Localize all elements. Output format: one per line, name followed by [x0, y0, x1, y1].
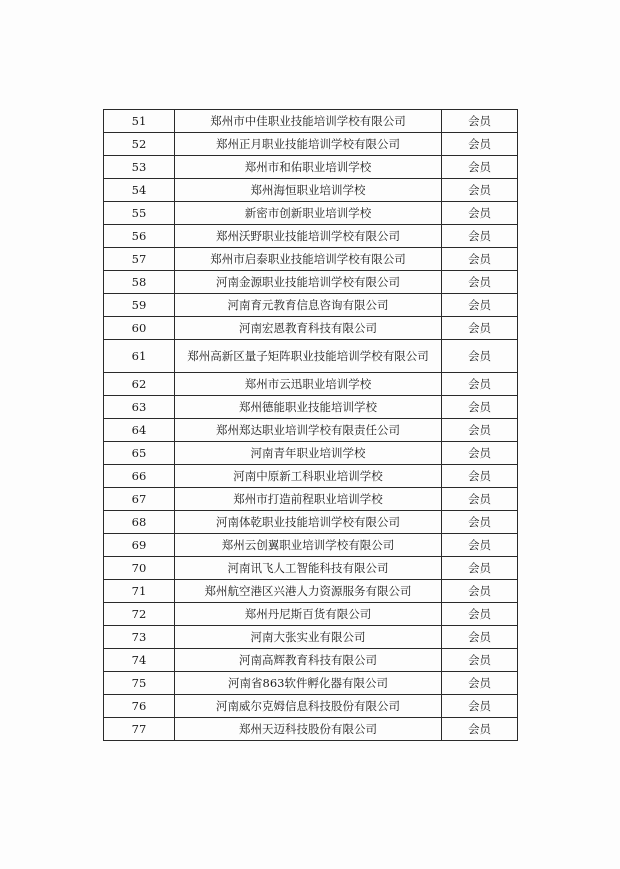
member-name: 河南金源职业技能培训学校有限公司	[175, 271, 442, 294]
member-type: 会员	[442, 179, 518, 202]
member-type: 会员	[442, 603, 518, 626]
table-row	[104, 419, 518, 442]
member-type: 会员	[442, 442, 518, 465]
member-name: 河南中原新工科职业培训学校	[175, 465, 442, 488]
member-name: 河南威尔克姆信息科技股份有限公司	[175, 695, 442, 718]
member-name: 郑州市启泰职业技能培训学校有限公司	[175, 248, 442, 271]
member-type: 会员	[442, 718, 518, 741]
row-number: 53	[104, 156, 175, 179]
member-type: 会员	[442, 488, 518, 511]
member-name: 郑州德能职业技能培训学校	[175, 396, 442, 419]
member-name: 河南体乾职业技能培训学校有限公司	[175, 511, 442, 534]
row-number: 60	[104, 317, 175, 340]
member-name: 郑州沃野职业技能培训学校有限公司	[175, 225, 442, 248]
member-type: 会员	[442, 340, 518, 373]
table-row	[104, 488, 518, 511]
member-name: 郑州天迈科技股份有限公司	[175, 718, 442, 741]
table-row	[104, 317, 518, 340]
member-name: 郑州市云迅职业培训学校	[175, 373, 442, 396]
row-number: 72	[104, 603, 175, 626]
member-name: 郑州市打造前程职业培训学校	[175, 488, 442, 511]
row-number: 70	[104, 557, 175, 580]
member-type: 会员	[442, 133, 518, 156]
member-name: 郑州正月职业技能培训学校有限公司	[175, 133, 442, 156]
member-type: 会员	[442, 373, 518, 396]
table-row	[104, 511, 518, 534]
member-type: 会员	[442, 225, 518, 248]
member-type: 会员	[442, 248, 518, 271]
table-row	[104, 156, 518, 179]
member-type: 会员	[442, 511, 518, 534]
member-type: 会员	[442, 672, 518, 695]
row-number: 63	[104, 396, 175, 419]
row-number: 76	[104, 695, 175, 718]
table-row	[104, 340, 518, 373]
member-name: 郑州丹尼斯百货有限公司	[175, 603, 442, 626]
member-type: 会员	[442, 396, 518, 419]
member-name: 河南讯飞人工智能科技有限公司	[175, 557, 442, 580]
row-number: 73	[104, 626, 175, 649]
table-row	[104, 626, 518, 649]
row-number: 61	[104, 340, 175, 373]
row-number: 65	[104, 442, 175, 465]
row-number: 62	[104, 373, 175, 396]
row-number: 74	[104, 649, 175, 672]
member-type: 会员	[442, 202, 518, 225]
table-row	[104, 396, 518, 419]
table-row	[104, 248, 518, 271]
member-type: 会员	[442, 557, 518, 580]
table-row	[104, 133, 518, 156]
member-name: 河南大张实业有限公司	[175, 626, 442, 649]
member-type: 会员	[442, 534, 518, 557]
member-name: 郑州市中佳职业技能培训学校有限公司	[175, 110, 442, 133]
row-number: 66	[104, 465, 175, 488]
member-name: 郑州海恒职业培训学校	[175, 179, 442, 202]
row-number: 58	[104, 271, 175, 294]
table-row	[104, 442, 518, 465]
row-number: 69	[104, 534, 175, 557]
row-number: 77	[104, 718, 175, 741]
member-type: 会员	[442, 419, 518, 442]
member-name: 河南育元教育信息咨询有限公司	[175, 294, 442, 317]
row-number: 51	[104, 110, 175, 133]
table-row	[104, 465, 518, 488]
member-name: 郑州郑达职业培训学校有限责任公司	[175, 419, 442, 442]
member-type: 会员	[442, 294, 518, 317]
row-number: 68	[104, 511, 175, 534]
table-row	[104, 534, 518, 557]
member-type: 会员	[442, 317, 518, 340]
row-number: 54	[104, 179, 175, 202]
row-number: 71	[104, 580, 175, 603]
member-name: 郑州市和佑职业培训学校	[175, 156, 442, 179]
member-type: 会员	[442, 110, 518, 133]
member-name: 河南宏恩教育科技有限公司	[175, 317, 442, 340]
row-number: 67	[104, 488, 175, 511]
table-row	[104, 271, 518, 294]
member-type: 会员	[442, 695, 518, 718]
member-type: 会员	[442, 465, 518, 488]
member-type: 会员	[442, 156, 518, 179]
member-type: 会员	[442, 271, 518, 294]
row-number: 55	[104, 202, 175, 225]
table-row	[104, 580, 518, 603]
row-number: 56	[104, 225, 175, 248]
member-type: 会员	[442, 626, 518, 649]
member-table-body	[104, 110, 518, 741]
table-row	[104, 110, 518, 133]
row-number: 52	[104, 133, 175, 156]
member-type: 会员	[442, 649, 518, 672]
member-name: 河南青年职业培训学校	[175, 442, 442, 465]
row-number: 75	[104, 672, 175, 695]
row-number: 59	[104, 294, 175, 317]
member-table	[103, 109, 518, 741]
row-number: 57	[104, 248, 175, 271]
member-name: 郑州高新区量子矩阵职业技能培训学校有限公司	[175, 340, 442, 373]
member-name: 新密市创新职业培训学校	[175, 202, 442, 225]
table-row	[104, 649, 518, 672]
member-name: 河南省863软件孵化器有限公司	[175, 672, 442, 695]
row-number: 64	[104, 419, 175, 442]
table-row	[104, 603, 518, 626]
table-row	[104, 718, 518, 741]
table-row	[104, 225, 518, 248]
table-row	[104, 373, 518, 396]
table-row	[104, 672, 518, 695]
table-row	[104, 179, 518, 202]
table-row	[104, 695, 518, 718]
member-name: 郑州航空港区兴港人力资源服务有限公司	[175, 580, 442, 603]
member-name: 郑州云创翼职业培训学校有限公司	[175, 534, 442, 557]
member-name: 河南高辉教育科技有限公司	[175, 649, 442, 672]
table-row	[104, 294, 518, 317]
table-row	[104, 202, 518, 225]
table-row	[104, 557, 518, 580]
member-type: 会员	[442, 580, 518, 603]
